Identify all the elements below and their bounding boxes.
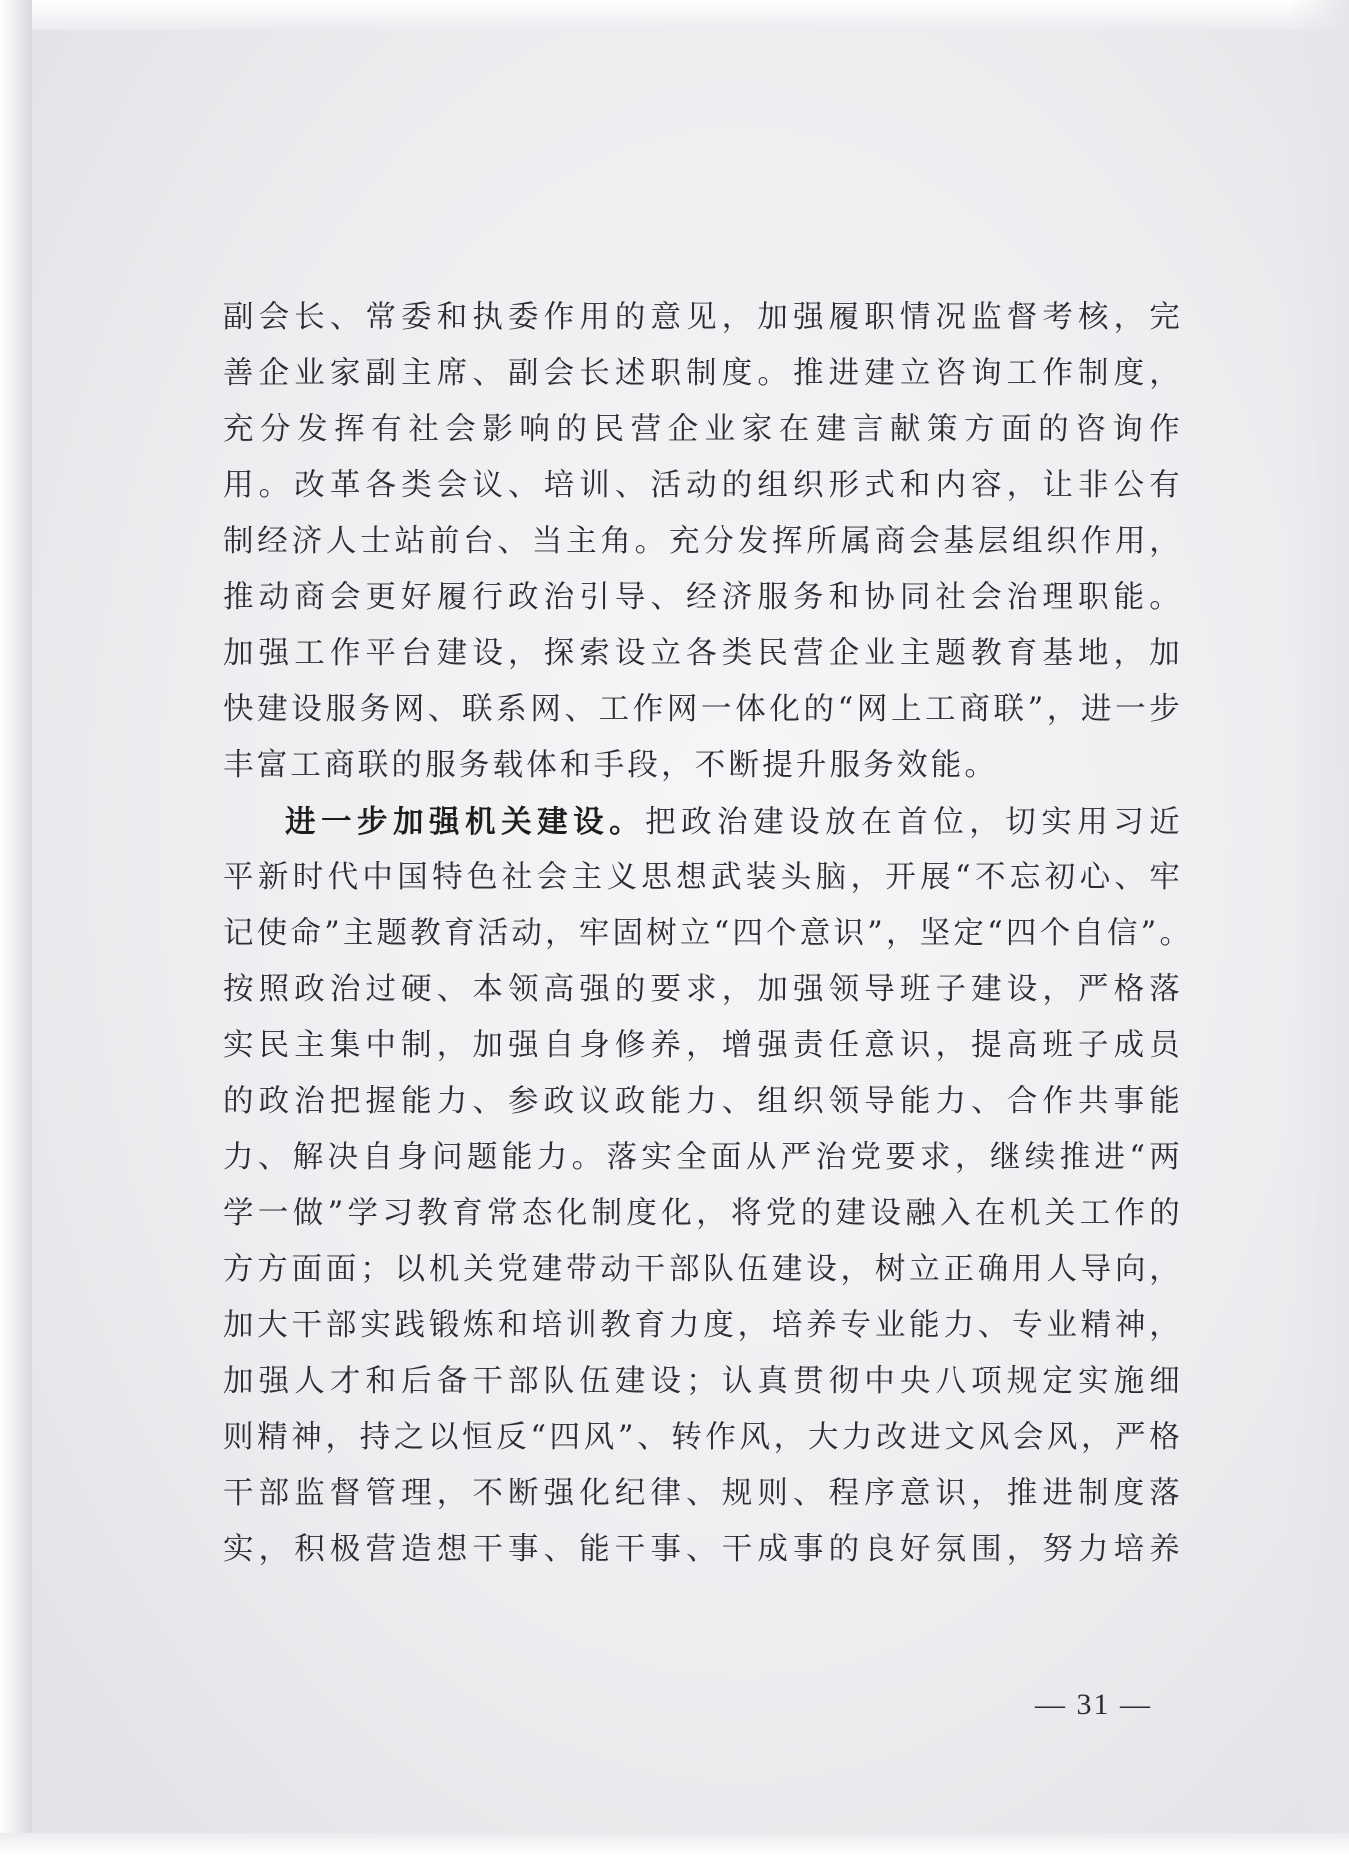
paragraph-first-line xyxy=(223,794,1183,850)
text-line: 善企业家副主席、副会长述职制度。推进建立咨询工作制度， xyxy=(223,356,1183,391)
text-line: 干部监督管理，不断强化纪律、规则、程序意识，推进制度落 xyxy=(223,1476,1183,1511)
page-number: — 31 — xyxy=(1035,1688,1152,1721)
text-line: 力、解决自身问题能力。落实全面从严治党要求，继续推进“两 xyxy=(223,1140,1183,1175)
text-line: 制经济人士站前台、当主角。充分发挥所属商会基层组织作用， xyxy=(223,524,1183,559)
page-right-shadow xyxy=(1289,0,1349,1855)
text-line: 实，积极营造想干事、能干事、干成事的良好氛围，努力培养 xyxy=(223,1532,1183,1567)
text-line: 方方面面；以机关党建带动干部队伍建设，树立正确用人导向， xyxy=(223,1252,1183,1287)
text-line: 加大干部实践锻炼和培训教育力度，培养专业能力、专业精神， xyxy=(223,1308,1183,1343)
text-line: 按照政治过硬、本领高强的要求，加强领导班子建设，严格落 xyxy=(223,972,1183,1007)
text-span: 把政治建设放在首位，切实用习近 xyxy=(645,805,1183,840)
section-heading: 进一步加强机关建设。 xyxy=(285,804,646,840)
page-edge-left xyxy=(0,0,32,1855)
text-line: 加强人才和后备干部队伍建设；认真贯彻中央八项规定实施细 xyxy=(223,1364,1183,1399)
text-line: 充分发挥有社会影响的民营企业家在建言献策方面的咨询作 xyxy=(223,412,1183,447)
text-line: 加强工作平台建设，探索设立各类民营企业主题教育基地，加 xyxy=(223,636,1183,671)
text-line: 推动商会更好履行政治引导、经济服务和协同社会治理职能。 xyxy=(223,580,1183,615)
text-line: 则精神，持之以恒反“四风”、转作风，大力改进文风会风，严格 xyxy=(223,1420,1183,1455)
page-edge-top xyxy=(0,0,1349,30)
text-line: 丰富工商联的服务载体和手段，不断提升服务效能。 xyxy=(223,748,999,783)
text-line: 记使命”主题教育活动，牢固树立“四个意识”，坚定“四个自信”。 xyxy=(223,916,1194,951)
text-line: 副会长、常委和执委作用的意见，加强履职情况监督考核，完 xyxy=(223,300,1183,335)
body-text xyxy=(223,290,1194,1578)
page-edge-bottom xyxy=(0,1833,1349,1855)
text-line: 用。改革各类会议、培训、活动的组织形式和内容，让非公有 xyxy=(223,468,1183,503)
text-line: 的政治把握能力、参政议政能力、组织领导能力、合作共事能 xyxy=(223,1084,1183,1119)
text-line: 实民主集中制，加强自身修养，增强责任意识，提高班子成员 xyxy=(223,1028,1183,1063)
text-line: 学一做”学习教育常态化制度化，将党的建设融入在机关工作的 xyxy=(223,1196,1183,1231)
text-line: 平新时代中国特色社会主义思想武装头脑，开展“不忘初心、牢 xyxy=(223,860,1183,895)
text-line: 快建设服务网、联系网、工作网一体化的“网上工商联”，进一步 xyxy=(223,692,1183,727)
